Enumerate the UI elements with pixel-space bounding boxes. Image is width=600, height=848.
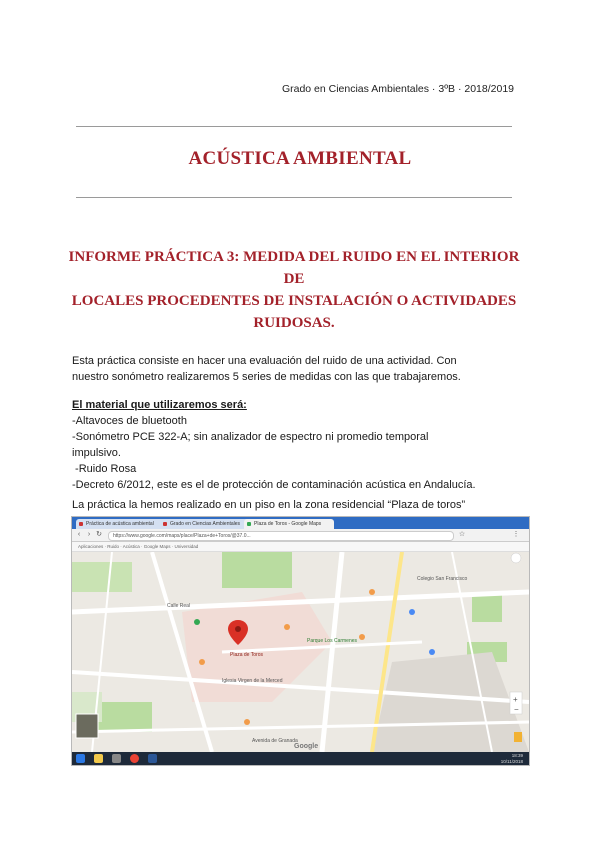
clock-date: 10/11/2018 (500, 758, 523, 764)
poi-dot[interactable] (194, 619, 200, 625)
tab-favicon-icon (247, 522, 251, 526)
map-label-park: Parque Los Carmenes (307, 638, 358, 644)
zoom-out-icon[interactable]: − (514, 705, 519, 714)
forward-icon[interactable]: › (87, 531, 91, 538)
windows-taskbar (72, 752, 529, 765)
intro-line: nuestro sonómetro realizaremos 5 series de medidas con las que trabajaremos. (72, 371, 461, 383)
reload-icon[interactable]: ↻ (96, 531, 102, 538)
menu-icon[interactable]: ⋮ (512, 531, 520, 538)
map-label-church: Iglesia Virgen de la Merced (222, 678, 283, 684)
subtitle-line: INFORME PRÁCTICA 3: MEDIDA DEL RUIDO EN EL INTERIOR DE (68, 249, 520, 287)
park-area (72, 562, 132, 592)
bottom-rule (76, 197, 512, 198)
star-icon[interactable]: ☆ (458, 531, 466, 538)
browser-tab-bar (72, 517, 529, 529)
poi-dot[interactable] (284, 624, 290, 630)
material-section (72, 397, 502, 493)
google-logo: Google (294, 743, 319, 750)
material-item: impulsivo. (72, 447, 121, 459)
poi-dot[interactable] (244, 719, 250, 725)
poi-dot[interactable] (409, 609, 415, 615)
chrome-icon[interactable] (130, 754, 139, 763)
tab-label: Práctica de acústica ambiental (86, 521, 154, 527)
tab-label: Plaza de Toros - Google Maps (254, 521, 322, 527)
zoom-in-icon[interactable]: + (513, 695, 518, 704)
intro-paragraph (72, 353, 502, 385)
poi-dot[interactable] (369, 589, 375, 595)
material-heading: El material que utilizaremos será: (72, 399, 247, 411)
clock-time: 18:39 (511, 753, 523, 758)
material-item: -Sonómetro PCE 322-A; sin analizador de espectro ni promedio temporal (72, 431, 429, 443)
material-item: -Altavoces de bluetooth (72, 415, 187, 427)
map-label-avenue: Avenida de Granada (252, 738, 298, 744)
tab-favicon-icon (79, 522, 83, 526)
start-icon[interactable] (76, 754, 85, 763)
file-explorer-icon[interactable] (94, 754, 103, 763)
address-bar (72, 529, 529, 542)
browser-tab[interactable] (160, 519, 250, 529)
bookmarks-bar: Aplicaciones · Ruido · Acústica · Google Maps · Universidad (72, 542, 530, 552)
document-title: ACÚSTICA AMBIENTAL (188, 148, 412, 169)
locate-icon[interactable] (511, 553, 521, 563)
back-icon[interactable]: ‹ (77, 531, 81, 538)
app-icon[interactable] (112, 754, 121, 763)
poi-dot[interactable] (359, 634, 365, 640)
browser-tab-active[interactable] (244, 519, 334, 529)
pegman-icon[interactable] (514, 732, 522, 742)
tab-label: Grado en Ciencias Ambientales (170, 521, 241, 527)
intro-line: Esta práctica consiste en hacer una evaluación del ruido de una actividad. Con (72, 355, 457, 367)
course-header: Grado en Ciencias Ambientales · 3ºB · 2018/2019 (281, 83, 514, 95)
word-icon[interactable] (148, 754, 157, 763)
poi-dot[interactable] (199, 659, 205, 665)
tab-favicon-icon (163, 522, 167, 526)
satellite-thumbnail[interactable] (76, 714, 98, 738)
map-label-school: Colegio San Francisco (417, 576, 468, 582)
system-clock (501, 753, 523, 764)
map-label-poi: Plaza de Toros (230, 652, 263, 658)
park-area (222, 552, 292, 588)
poi-dot[interactable] (429, 649, 435, 655)
subtitle-line: RUIDOSAS. (253, 315, 335, 331)
map-label-street: Calle Real (167, 603, 191, 609)
google-map[interactable] (72, 552, 529, 752)
material-item: -Ruido Rosa (72, 463, 137, 475)
browser-tab[interactable] (76, 519, 166, 529)
material-item: -Decreto 6/2012, este es el de protección de contaminación acústica en Andalucía. (72, 479, 476, 491)
report-subtitle (68, 246, 520, 334)
top-rule (76, 126, 512, 127)
subtitle-line: LOCALES PROCEDENTES DE INSTALACIÓN O ACTIVIDADES (71, 293, 517, 309)
url-input[interactable]: https://www.google.com/maps/place/Plaza+de+Toros/@37.0... (108, 531, 454, 541)
location-paragraph: La práctica la hemos realizado en un piso en la zona residencial “Plaza de toros” (72, 499, 466, 511)
map-screenshot (71, 516, 530, 766)
